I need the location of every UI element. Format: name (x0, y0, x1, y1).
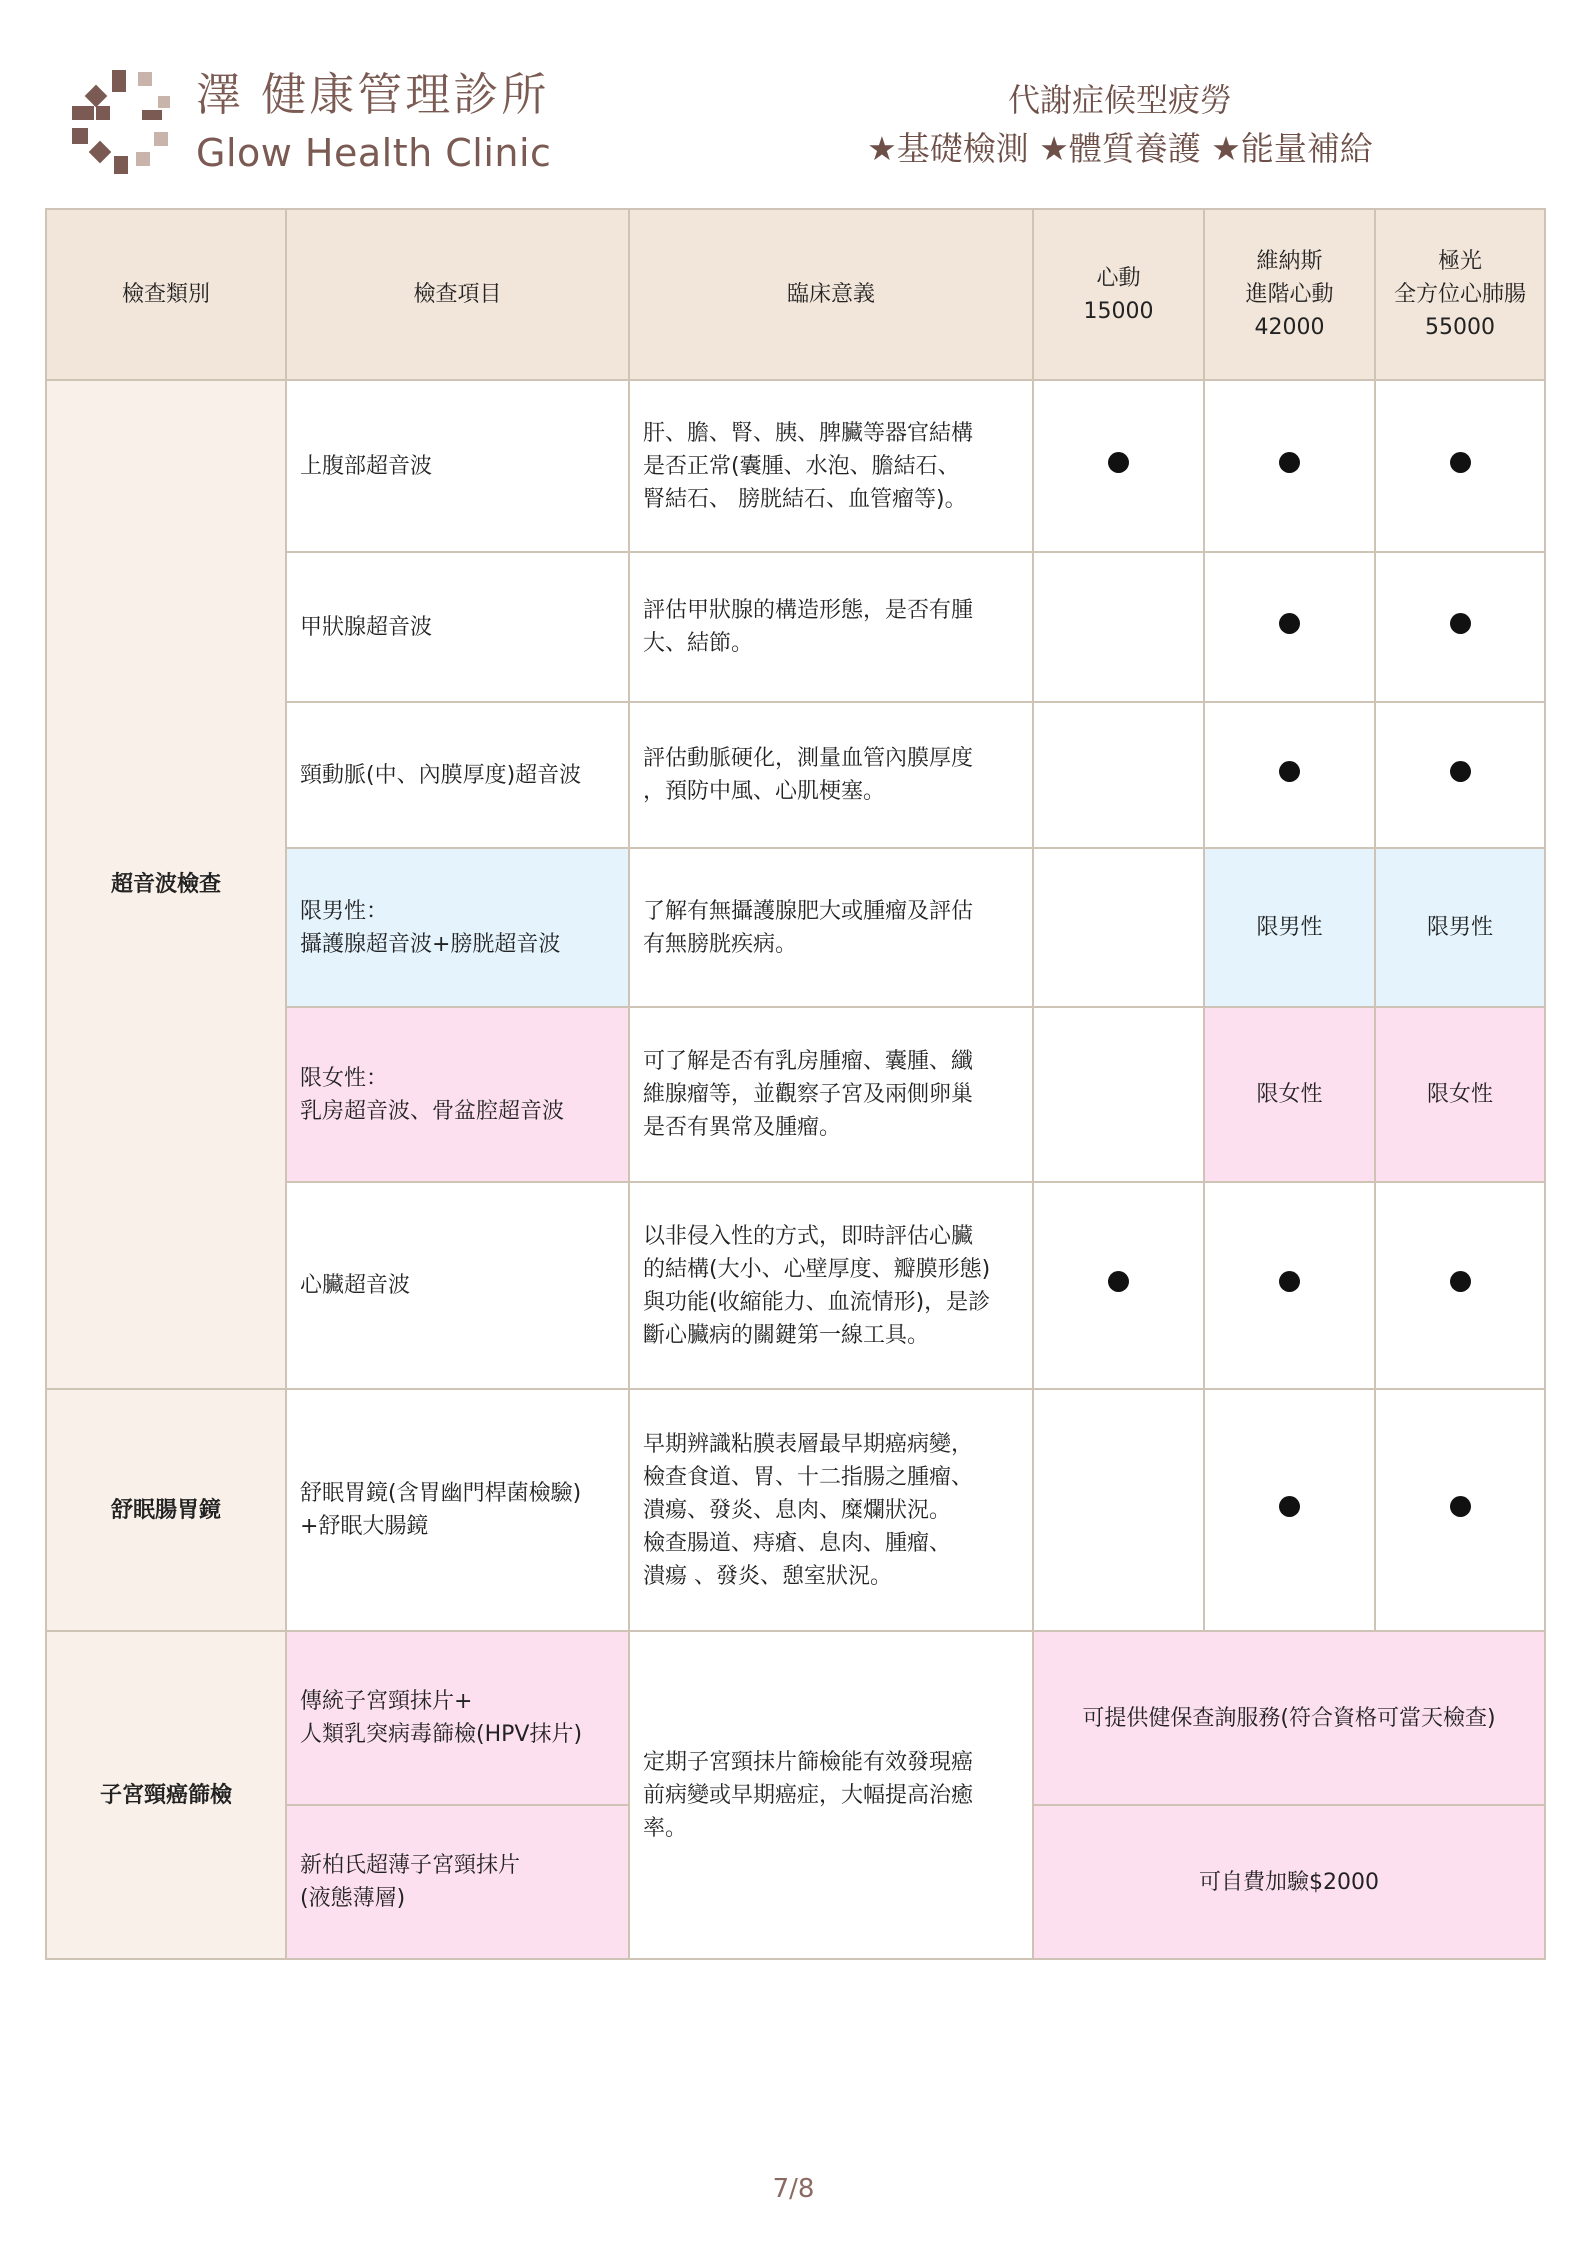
item-cell: 限女性： 乳房超音波、骨盆腔超音波 (286, 1007, 629, 1182)
plan-2-cell (1204, 1182, 1375, 1389)
item-cell: 傳統子宮頸抹片+ 人類乳突病毒篩檢(HPV抹片) (286, 1631, 629, 1805)
page-header (0, 0, 1587, 200)
item-cell: 新柏氏超薄子宮頸抹片 (液態薄層) (286, 1805, 629, 1959)
exam-comparison-table (45, 208, 1546, 1960)
plan-2-cell (1204, 1389, 1375, 1631)
filled-circle-icon (1450, 761, 1471, 782)
filled-circle-icon (1450, 452, 1471, 473)
header-meaning: 臨床意義 (629, 209, 1033, 380)
header-plan-2: 維納斯 進階心動 42000 (1204, 209, 1375, 380)
meaning-cell: 評估動脈硬化，測量血管內膜厚度 ，預防中風、心肌梗塞。 (629, 702, 1033, 848)
filled-circle-icon (1279, 1496, 1300, 1517)
plan-3-cell: 限男性 (1375, 848, 1545, 1007)
item-cell: 甲狀腺超音波 (286, 552, 629, 702)
plan-1-cell (1033, 1007, 1204, 1182)
clinic-name-english: Glow Health Clinic (196, 131, 552, 175)
plan-2-cell (1204, 702, 1375, 848)
plan-3-cell (1375, 1182, 1545, 1389)
filled-circle-icon (1279, 1271, 1300, 1292)
meaning-cell: 可了解是否有乳房腫瘤、囊腫、纖 維腺瘤等，並觀察子宮及兩側卵巢 是否有異常及腫瘤。 (629, 1007, 1033, 1182)
plan-2-cell (1204, 380, 1375, 552)
item-cell: 舒眠胃鏡(含胃幽門桿菌檢驗) +舒眠大腸鏡 (286, 1389, 629, 1631)
plan-3-cell (1375, 702, 1545, 848)
filled-circle-icon (1279, 761, 1300, 782)
meaning-cell: 了解有無攝護腺肥大或腫瘤及評估 有無膀胱疾病。 (629, 848, 1033, 1007)
plan-3-cell (1375, 552, 1545, 702)
filled-circle-icon (1450, 613, 1471, 634)
clinic-logo-icon (68, 66, 178, 178)
filled-circle-icon (1279, 452, 1300, 473)
plan-2-cell (1204, 552, 1375, 702)
page-number: 7/8 (772, 2174, 815, 2204)
meaning-cell: 以非侵入性的方式，即時評估心臟 的結構(大小、心壁厚度、瓣膜形態) 與功能(收縮能力、血流情形)，是診 斷心臟病的關鍵第一線工具。 (629, 1182, 1033, 1389)
header-category: 檢查類別 (46, 209, 286, 380)
category-ultrasound: 超音波檢查 (46, 380, 286, 1389)
plan-3-cell (1375, 1389, 1545, 1631)
cervical-note-insurance: 可提供健保查詢服務(符合資格可當天檢查) (1033, 1631, 1545, 1805)
plan-3-cell: 限女性 (1375, 1007, 1545, 1182)
item-cell: 上腹部超音波 (286, 380, 629, 552)
filled-circle-icon (1279, 613, 1300, 634)
filled-circle-icon (1450, 1496, 1471, 1517)
category-endoscopy: 舒眠腸胃鏡 (46, 1389, 286, 1631)
plan-1-cell (1033, 848, 1204, 1007)
category-cervical: 子宮頸癌篩檢 (46, 1631, 286, 1959)
plan-1-cell (1033, 552, 1204, 702)
clinic-name-chinese: 澤 健康管理診所 (196, 68, 550, 121)
item-cell: 頸動脈(中、內膜厚度)超音波 (286, 702, 629, 848)
filled-circle-icon (1108, 452, 1129, 473)
plan-2-cell: 限男性 (1204, 848, 1375, 1007)
filled-circle-icon (1450, 1271, 1471, 1292)
item-cell: 限男性： 攝護腺超音波+膀胱超音波 (286, 848, 629, 1007)
meaning-cell: 肝、膽、腎、胰、脾臟等器官結構 是否正常(囊腫、水泡、膽結石、 腎結石、 膀胱結石、血管瘤等)。 (629, 380, 1033, 552)
header-plan-1: 心動 15000 (1033, 209, 1204, 380)
cervical-note-selfpay: 可自費加驗$2000 (1033, 1805, 1545, 1959)
header-plan-3: 極光 全方位心肺腸 55000 (1375, 209, 1545, 380)
meaning-cell: 定期子宮頸抹片篩檢能有效發現癌 前病變或早期癌症，大幅提高治癒 率。 (629, 1631, 1033, 1959)
plan-2-cell: 限女性 (1204, 1007, 1375, 1182)
plan-1-cell (1033, 702, 1204, 848)
plan-1-cell (1033, 380, 1204, 552)
filled-circle-icon (1108, 1271, 1129, 1292)
plan-1-cell (1033, 1389, 1204, 1631)
table-row (46, 1631, 1545, 1805)
item-cell: 心臟超音波 (286, 1182, 629, 1389)
package-subtitle: ★基礎檢測 ★體質養護 ★能量補給 (867, 129, 1373, 168)
table-row (46, 1389, 1545, 1631)
meaning-cell: 早期辨識粘膜表層最早期癌病變， 檢查食道、胃、十二指腸之腫瘤、 潰瘍、發炎、息肉、糜爛狀況。 檢查腸道、痔瘡、息肉、腫瘤、 潰瘍 、發炎、憩室狀況。 (629, 1389, 1033, 1631)
package-title: 代謝症候型疲勞 (1007, 81, 1232, 119)
plan-3-cell (1375, 380, 1545, 552)
header-item: 檢查項目 (286, 209, 629, 380)
table-header-row (46, 209, 1545, 380)
table-row (46, 380, 1545, 552)
plan-1-cell (1033, 1182, 1204, 1389)
meaning-cell: 評估甲狀腺的構造形態，是否有腫 大、結節。 (629, 552, 1033, 702)
